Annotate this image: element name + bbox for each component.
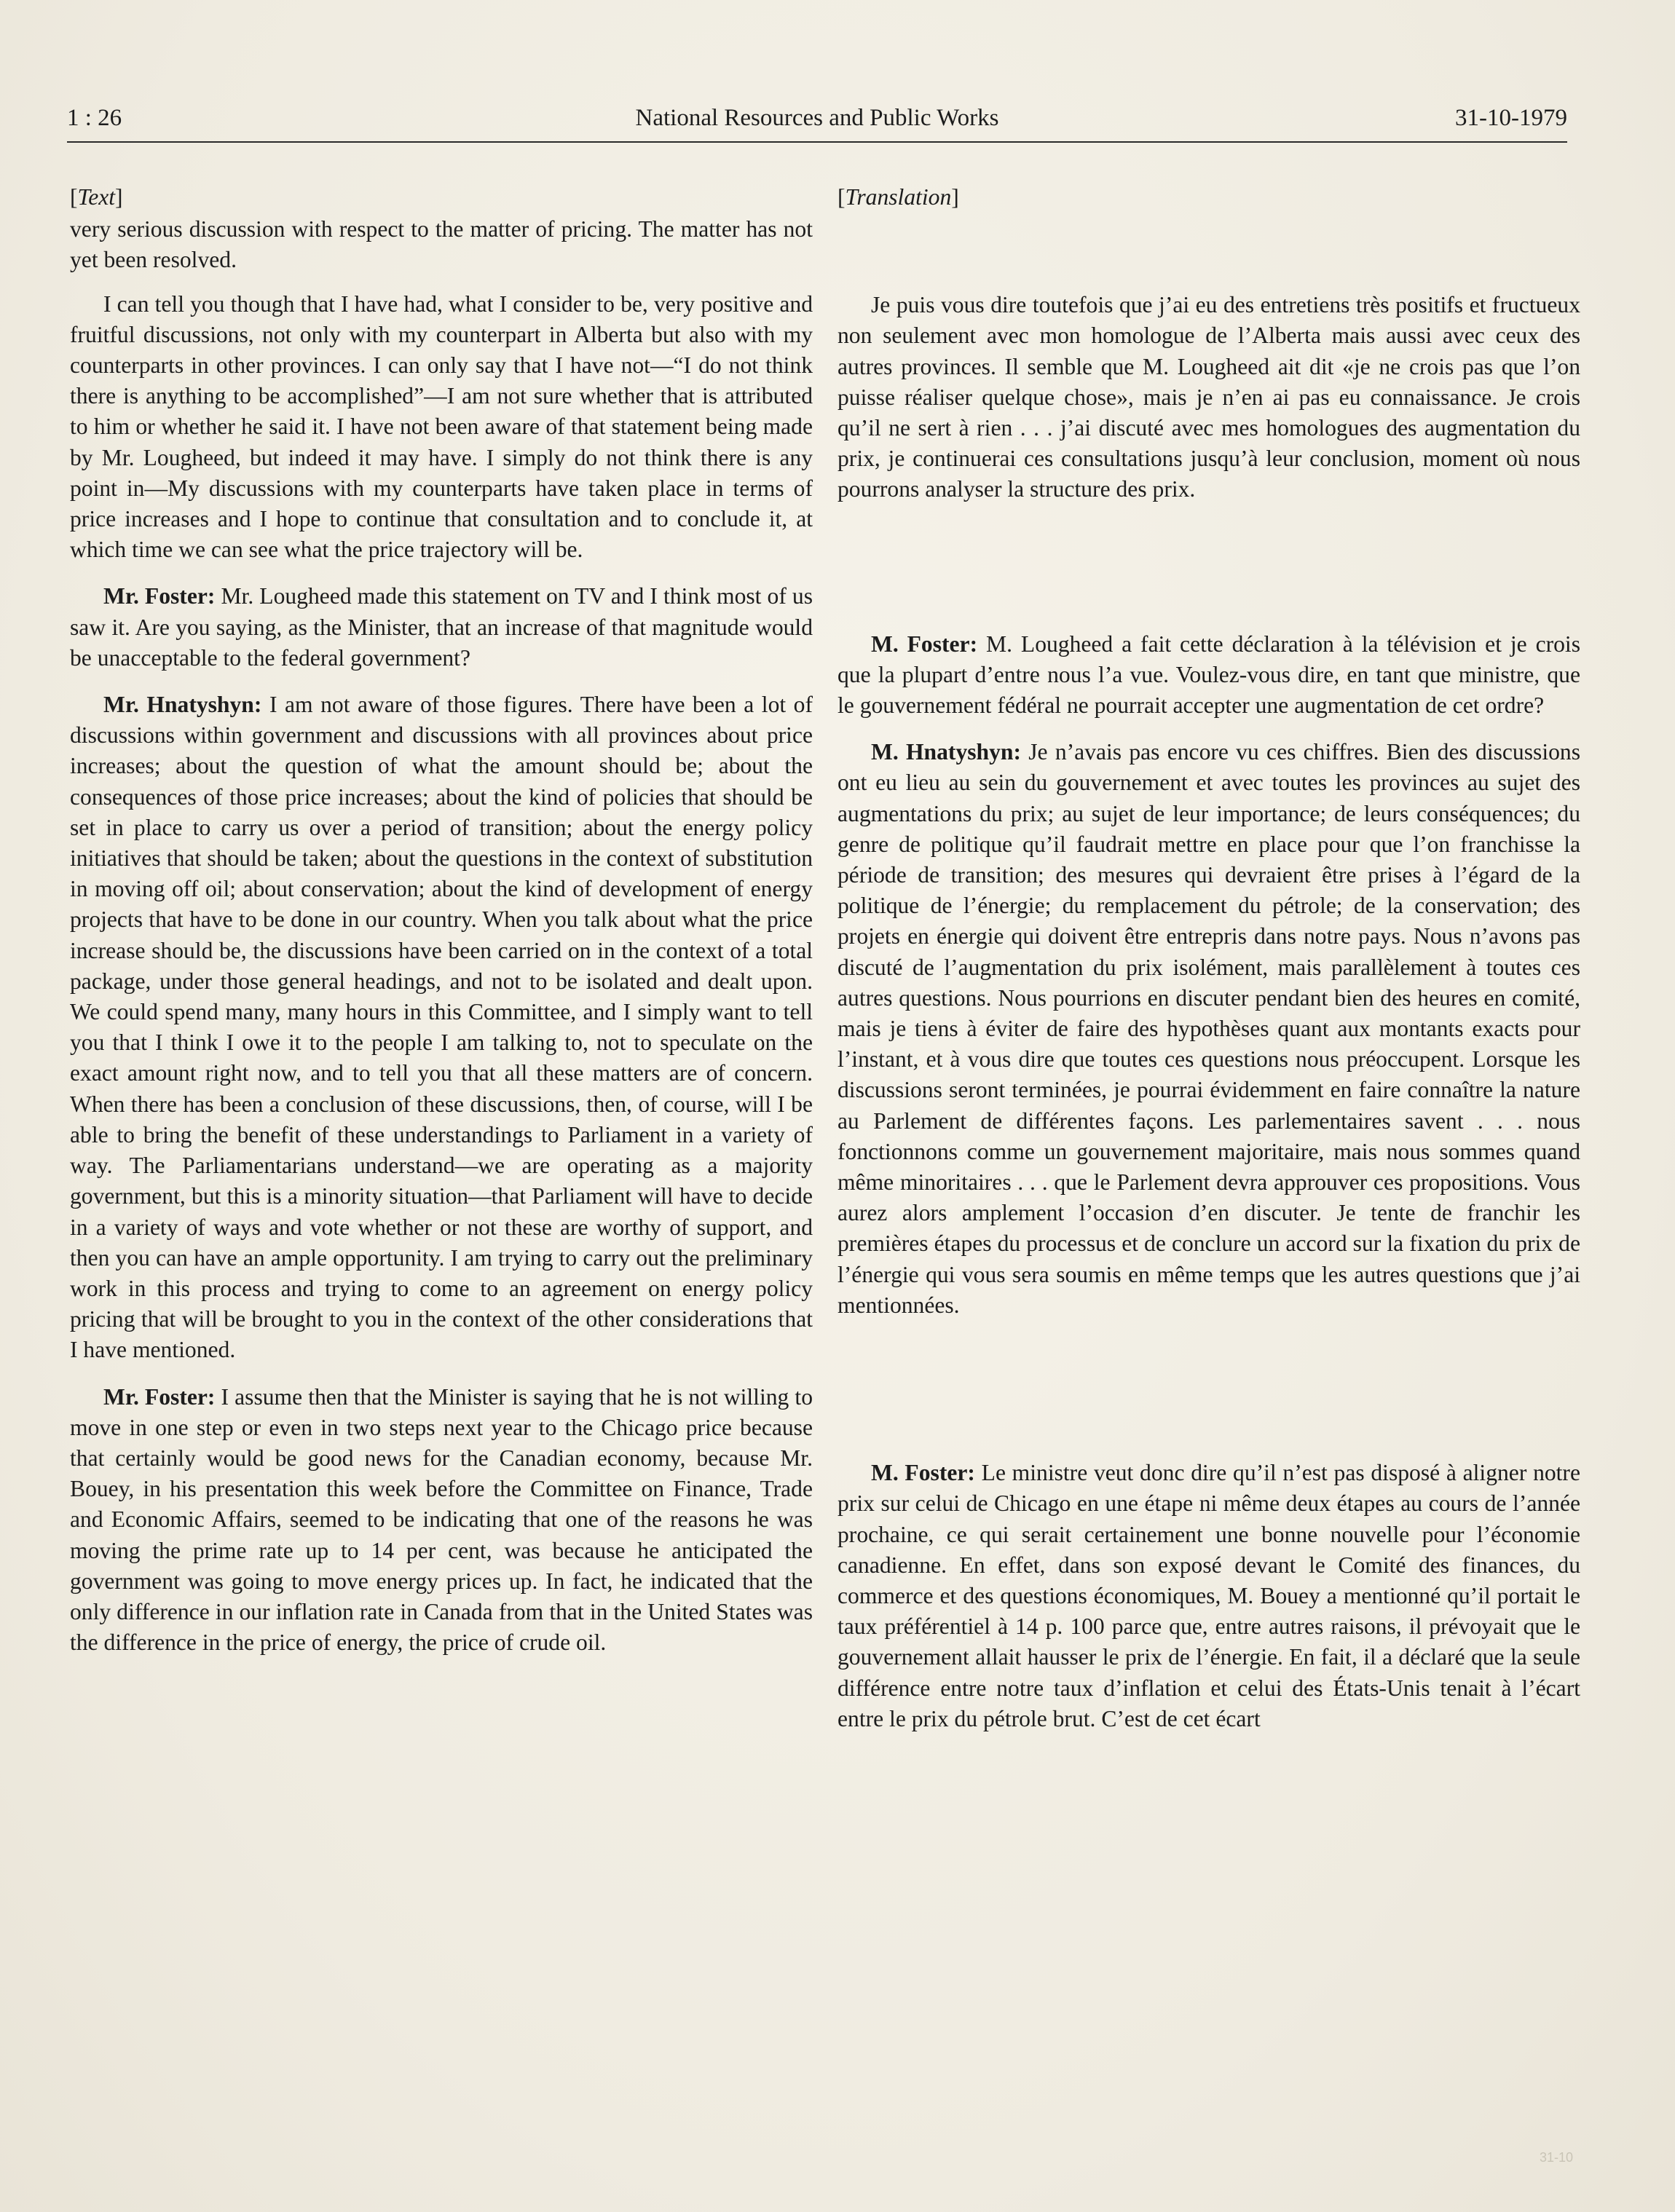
paragraph: very serious discussion with respect to the matter of pricing. The matter has not yet been resolved. bbox=[70, 216, 813, 273]
speaker-name: Mr. Hnatyshyn: bbox=[103, 692, 262, 718]
footer-mark: 31-10 bbox=[1539, 2150, 1573, 2165]
paragraph bbox=[70, 1382, 813, 1659]
speaker-name: M. Foster: bbox=[871, 1460, 975, 1486]
paragraph bbox=[838, 1458, 1580, 1734]
paragraph bbox=[838, 737, 1580, 1321]
translation-label: Translation bbox=[845, 184, 952, 210]
column-label-text: [Text] bbox=[70, 184, 123, 210]
header-date: 31-10-1979 bbox=[1455, 105, 1567, 131]
speaker-name: M. Foster: bbox=[871, 631, 978, 657]
speaker-name: Mr. Foster: bbox=[103, 583, 216, 609]
publication-title: National Resources and Public Works bbox=[635, 105, 999, 131]
french-column bbox=[838, 182, 1580, 1734]
paragraph: I can tell you though that I have had, what I consider to be, very positive and fruitful discussions, not only with my counterpart in Alberta but also with my counterparts in other provinces. I can only say that I have not—“I do not think there is anything to be accomplished”—I am not sure whether that is attributed to him or whether he said it. I have not been aware of that statement being made by Mr. Lougheed, but indeed it may have. I simply do not think there is any point in—My discussions with my counterparts have taken place in terms of price increases and I hope to continue that consultation and to conclude it, at which time we can see what the price trajectory will be. bbox=[70, 291, 813, 563]
paragraph bbox=[70, 581, 813, 674]
speech-text: Le ministre veut donc dire qu’il n’est pas disposé à aligner notre prix sur celui de Chicago en une étape ni même deux étapes au cours de l’année prochaine, ce qui serait certainement une bonne nouvelle pour l’économie canadienne. En effet, dans son exposé devant le Comité des finances, du commerce et des questions économiques, M. Bouey a mentionné qu’il portait le taux préférentiel à 14 p. 100 parce que, entre autres raisons, il prévoyait que le gouvernement allait hausser le prix de l’énergie. En fait, il a déclaré que la seule différence entre notre taux d’inflation et celui des États-Unis tenait à l’écart entre le prix du pétrole brut. C’est de cet écart bbox=[838, 1460, 1580, 1731]
page-number: 1 : 26 bbox=[67, 105, 122, 131]
speech-text: M. Lougheed a fait cette déclaration à la télévision et je crois que la plupart d’entre nous l’a vue. Voulez-vous dire, en tant que ministre, que le gouvernement fédéral ne pourrait accepter une augmentation de cet ordre? bbox=[838, 631, 1580, 719]
english-column bbox=[70, 182, 813, 1658]
paragraph bbox=[838, 629, 1580, 722]
speech-text: Mr. Lougheed made this statement on TV and I think most of us saw it. Are you saying, as the Minister, that an increase of that magnitude would be unacceptable to the federal government? bbox=[70, 583, 813, 671]
paragraph: Je puis vous dire toutefois que j’ai eu des entretiens très positifs et fructueux non seulement avec mon homologue de l’Alberta mais aussi avec ceux des autres provinces. Il semble que M. Lougheed ait dit «je ne crois pas que l’on puisse réaliser quelque chose», mais je n’en ai pas eu connaissance. Je crois qu’il ne sert à rien . . . j’ai discuté avec mes homologues des augmentation du prix, je continuerai ces consultations jusqu’à leur conclusion, moment où nous pourrons analyser la structure des prix. bbox=[838, 292, 1580, 502]
speech-text: I assume then that the Minister is saying that he is not willing to move in one step or even in two steps next year to the Chicago price because that certainly would be good news for the Canadian economy, because Mr. Bouey, in his presentation this week before the Committee on Finance, Trade and Economic Affairs, seemed to be indicating that one of the reasons he was moving the prime rate up to 14 per cent, was because he anticipated the government was going to move energy prices up. In fact, he indicated that the only difference in our inflation rate in Canada from that in the United States was the difference in the price of energy, the price of crude oil. bbox=[70, 1383, 813, 1656]
speech-text: Je n’avais pas encore vu ces chiffres. Bien des discussions ont eu lieu au sein du gouvernement et avec toutes les provinces au sujet des augmentations du prix; au sujet de leur importance; de leurs conséquences; du genre de politique qu’il faudrait mettre en place pour que l’on franchisse la période de transition; des mesures qui devraient être prises à l’égard de la politique de l’énergie; du remplacement du pétrole; de la conservation; des projets en énergie qui doivent être entrepris dans notre pays. Nous n’avons pas discuté de l’augmentation du prix isolément, mais parallèlement à toutes ces autres questions. Nous pourrions en discuter pendant bien des heures en comité, mais je tiens à éviter de faire des hypothèses quant aux montants exacts pour l’instant, et à vous dire que toutes ces questions nous préoccupent. Lorsque les discussions seront terminées, je pourrai évidemment en faire connaître la nature au Parlement de différentes façons. Les parlementaires savent . . . nous fonctionnons comme un gouvernement majoritaire, mais nous sommes quand même minoritaires . . . que le Parlement devra approuver ces propositions. Vous aurez alors amplement l’occasion d’en discuter. Je tente de franchir les premières étapes du processus et de conclure un accord sur la fixation du prix de l’énergie qui vous sera soumis en même temps que les autres questions que j’ai mentionnées. bbox=[838, 739, 1580, 1318]
speaker-name: Mr. Foster: bbox=[103, 1383, 216, 1410]
page-header bbox=[67, 100, 1567, 143]
paragraph bbox=[70, 690, 813, 1365]
text-label: Text bbox=[77, 184, 116, 210]
speaker-name: M. Hnatyshyn: bbox=[871, 739, 1021, 765]
column-label-translation: [Translation] bbox=[838, 184, 959, 210]
speech-text: I am not aware of those figures. There have been a lot of discussions within government and discussions with all provinces about price increases; about the question of what the amount should be; about the consequences of those price increases; about the kind of policies that should be set in place to carry us over a period of transition; about the energy policy initiatives that should be taken; about the questions in the context of substitution in moving off oil; about conservation; about the kind of development of energy projects that have to be done in our country. When you talk about what the price increase should be, the discussions have been carried on in the context of a total package, under those general headings, and not to be isolated and dealt upon. We could spend many, many hours in this Committee, and I simply want to tell you that I think I owe it to the people I am talking to, not to speculate on the exact amount right now, and to tell you that all these matters are of concern. When there has been a conclusion of these discussions, then, of course, will I be able to bring the benefit of these understandings to Parliament in a variety of way. The Parliamentarians understand—we are operating as a majority government, but this is a minority situation—that Parliament will have to decide in a variety of ways and vote whether or not these are worthy of support, and then you can have an ample opportunity. I am trying to carry out the preliminary work in this process and trying to come to an agreement on energy policy pricing that will be brought to you in the context of the other considerations that I have mentioned. bbox=[70, 692, 813, 1363]
